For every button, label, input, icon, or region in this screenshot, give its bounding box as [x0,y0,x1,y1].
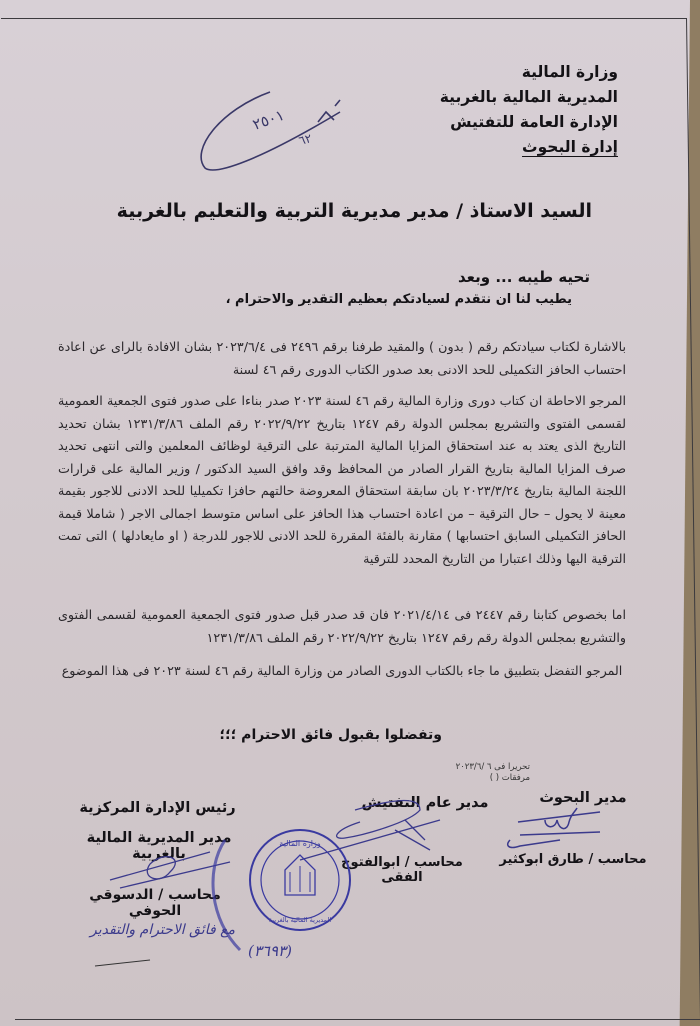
handwritten-reference-number: (٣٦٩٣) [248,942,292,960]
date-block [456,762,530,784]
research-director-title: مدير البحوث [539,790,627,806]
inspection-director-title: مدير عام التفتيش [361,795,489,811]
paragraph-previous-letter: اما بخصوص كتابنا رقم ٢٤٤٧ فى ٢٠٢١/٤/١٤ فان قد صدر قبل صدور فتوى الجمعية العمومية لقسمى الفتوى والتشريع بمجلس الدولة رقم رقم ١٢٤٧ بتاريخ ٢٠٢٢/٩/٢٢ رقم الملف ١٢٣١/٣/٨٦ [58,607,627,645]
stamp-top-text: وزارة المالية [279,839,321,848]
research-director-name: محاسب / طارق ابوكثير [499,852,647,867]
addressee: السيد الاستاذ / مدير مديرية التربية والتعليم بالغربية [116,200,592,222]
stamp-bottom-text: المديرية المالية بالغربية [268,916,332,924]
top-handwritten-number: ٢٥٠١ [250,105,287,134]
attachments: مرفقات ( ) [489,773,530,783]
greeting: تحيه طيبه ... وبعد [458,268,590,286]
central-admin-name: محاسب / الدسوقي الحوفي [89,887,221,919]
directorate-head-title: مدير المديرية المالية بالغربية [86,830,232,862]
general-admin-name: الإدارة العامة للتفتيش [450,113,618,131]
paragraph-explanation: المرجو الاحاطة ان كتاب دورى وزارة المالية رقم ٤٦ لسنة ٢٠٢٣ صدر بناءا على صدور فتوى الجمعية العمومية لقسمى الفتوى والتشريع بمجلس الدولة رقم ١٢٤٧ بتاريخ ٢٠٢٢/٩/٢٢ رقم الملف ١٢٣١/٣/٨٦ بشان تحديد التاريخ الذى يعتد به عند استحقاق المزايا المالية المترتبة على الترقية لوظائف المعلمين والتى انتهى تحديد صرف المزايا المالية بتاريخ القرار الصادر من المحافظ وقد وافق السيد الدكتور / وزير المالية على قرارات اللجنة المالية بتاريخ ٢٠٢٣/٣/٢٤ بان سابقة استحقاق المعروضة حالتهم حافزا تكميليا للحد الادنى للاجور بقيمة معينة لا يحول – حال الترقية – من اعادة احتساب هذا الحافز على اساس متوسط اجمالى الاجر ( شاملا قيمة الحافز التكميلى السابق احتسابها ) مقارنة بالفئة المقررة للحد الادنى للاجور للدرجة ( او مايعادلها ) التى تمت الترقية اليها وذلك اعتبارا من التاريخ المحدد للترقية [58,393,627,566]
department-name: إدارة البحوث [522,138,618,156]
paragraph-request: المرجو التفضل بتطبيق ما جاء بالكتاب الدورى الصادر من وزارة المالية رقم ٤٦ لسنة ٢٠٢٣ فى هذا الموضوع [61,663,623,678]
written-date: تحريرا فى ٦ /٢٠٢٣/٦ [455,762,530,772]
central-admin-title: رئيس الإدارة المركزية [79,800,236,816]
ministry-name: وزارة المالية [521,63,618,81]
directorate-name: المديرية المالية بالغربية [439,88,618,106]
closing-line: وتفضلوا بقبول فائق الاحترام ؛؛؛ [219,727,442,743]
top-handwritten-subnumber: ٦٢ [297,131,314,148]
paragraph-reference: بالاشارة لكتاب سيادتكم رقم ( بدون ) والمقيد طرفنا برقم ٢٤٩٦ فى ٢٠٢٣/٦/٤ بشان الافادة بالراى عن اعادة احتساب الحافز التكميلى للحد الادنى بعد صدور الكتاب الدورى رقم ٤٦ لسنة [58,339,626,377]
handwritten-note: مع فائق الاحترام والتقدير [90,922,236,938]
letterhead [378,60,618,160]
inspection-director-name: محاسب / ابوالفتوح الفقى [341,855,463,885]
opening-line: يطيب لنا ان نتقدم لسيادتكم بعظيم التقدير والاحترام ، [225,292,572,307]
